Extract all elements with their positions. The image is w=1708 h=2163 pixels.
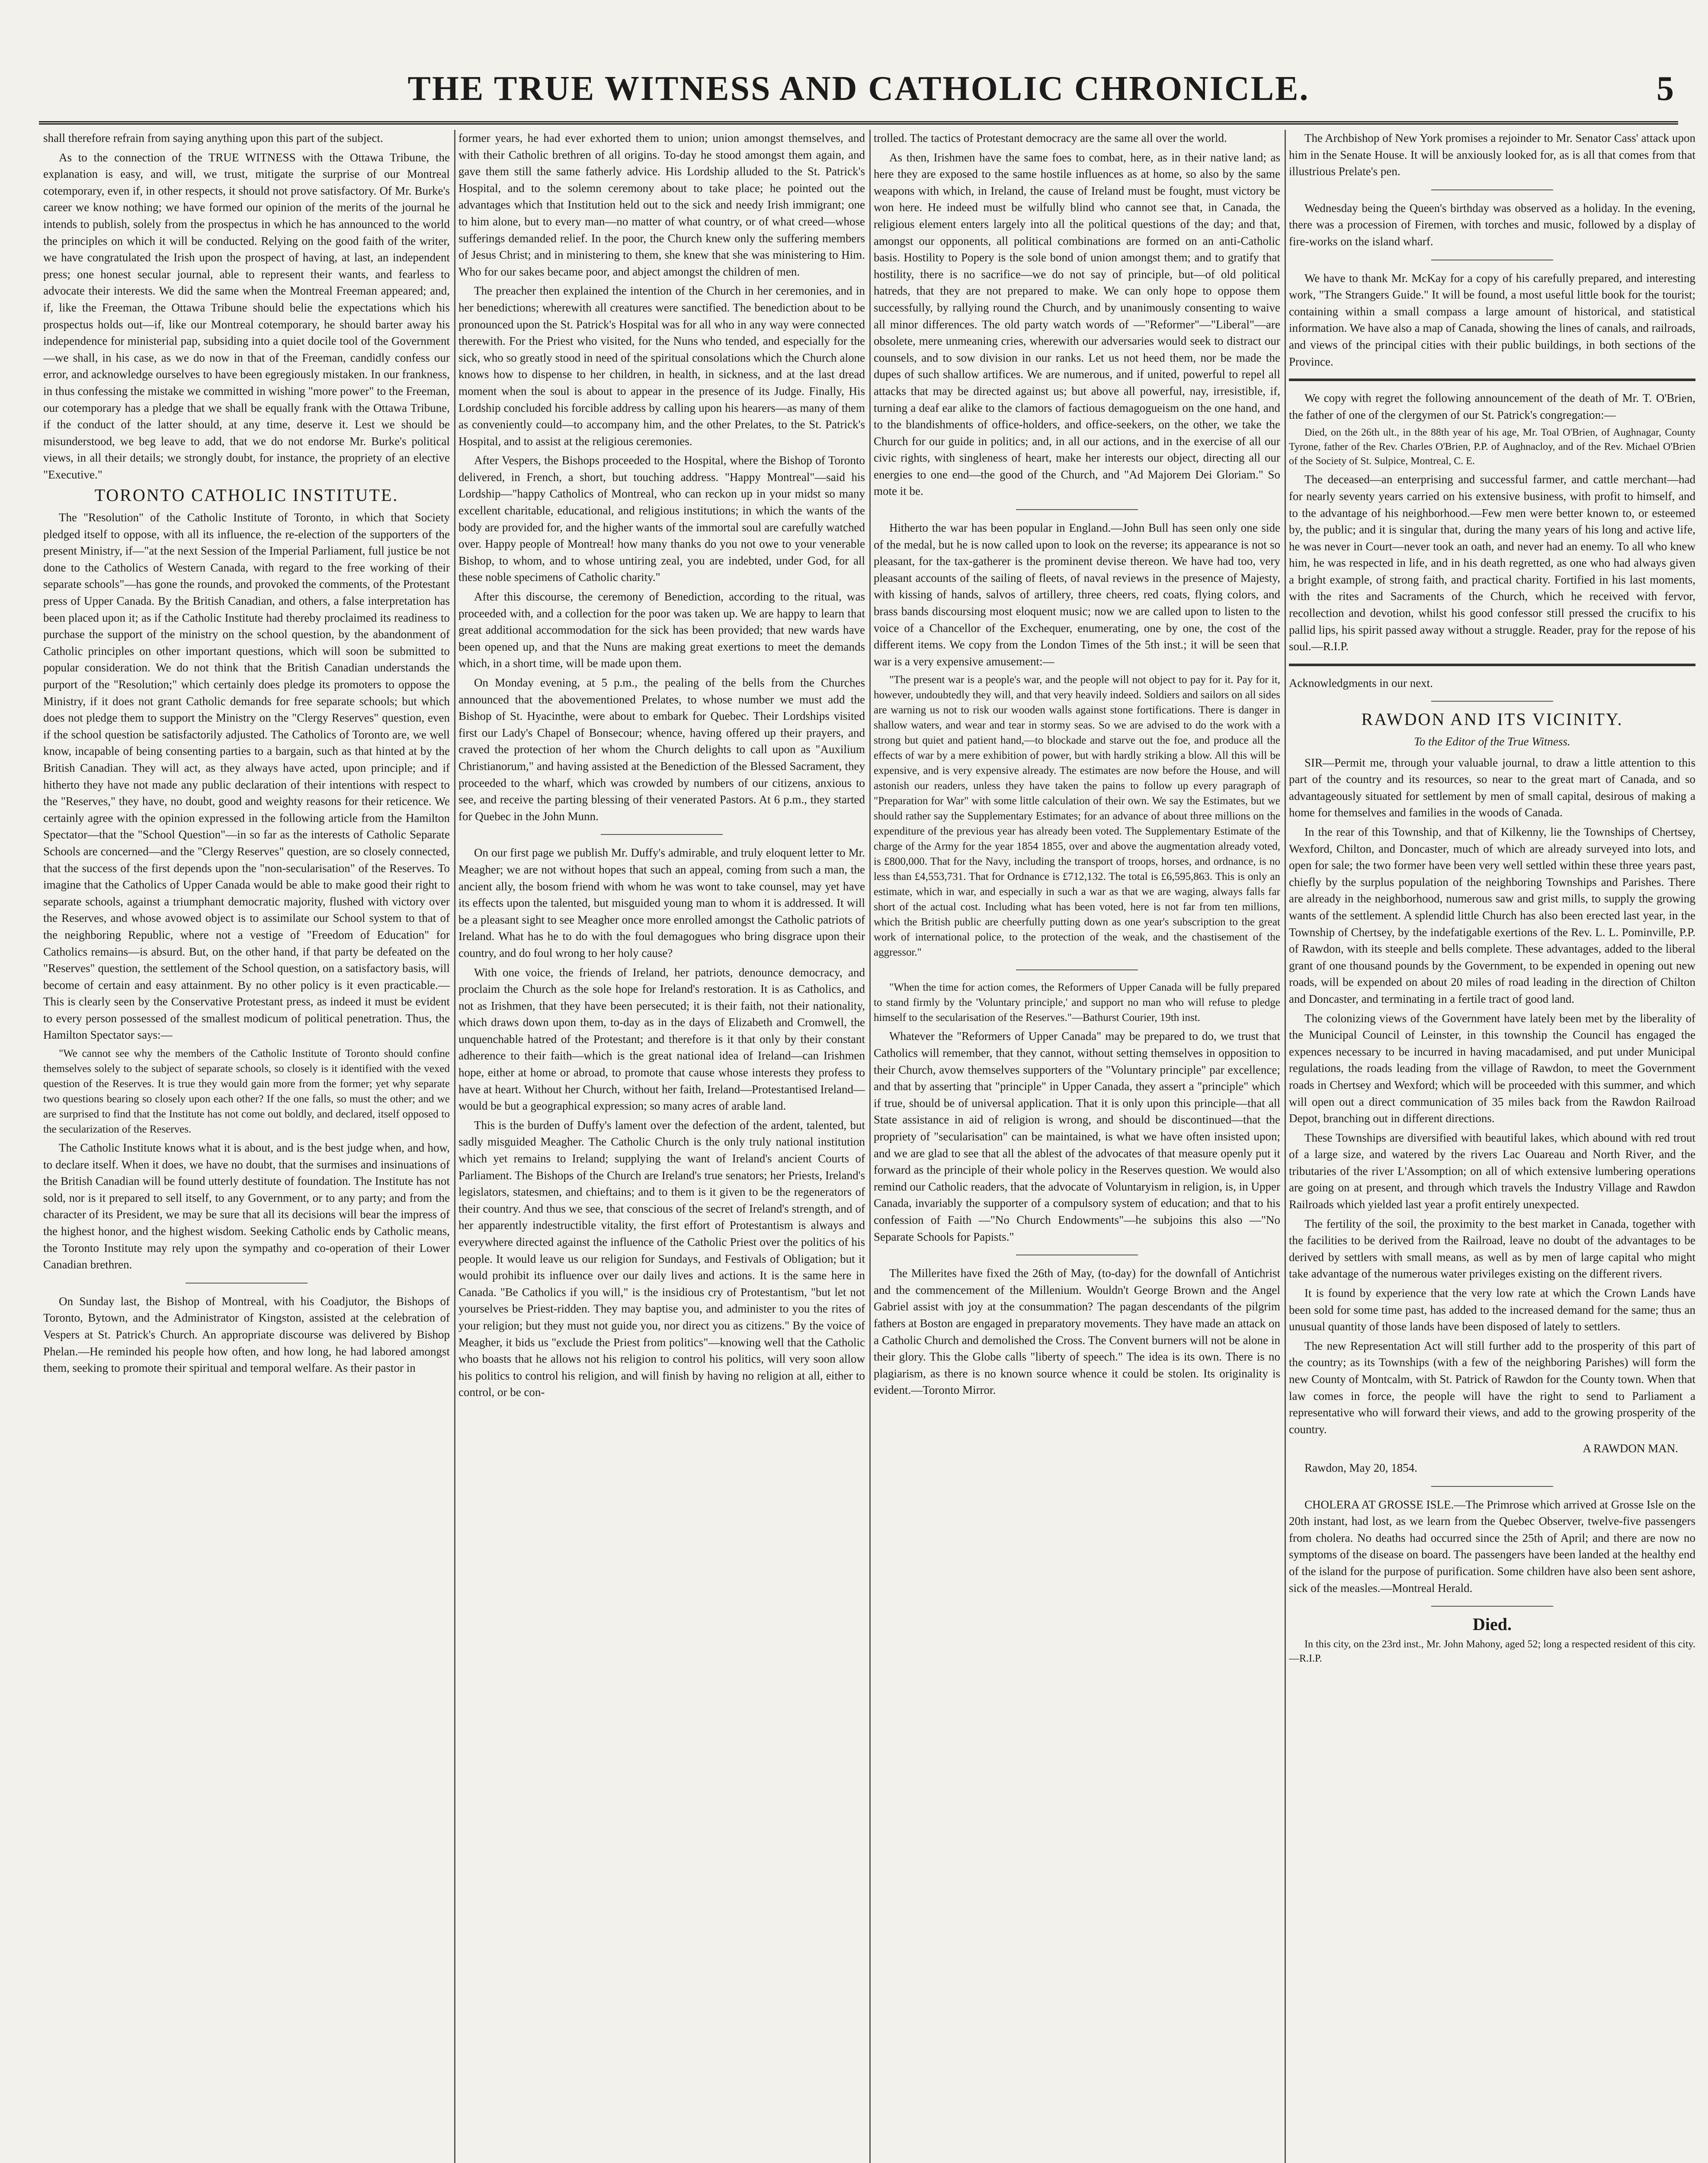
quoted-paragraph: "When the time for action comes, the Reformers of Upper Canada will be fully prepared to stand firmly by the 'Voluntary principle,' and support no man who will refuse to pledge himself to the secularisation of the Reserves."—Bathurst Courier, 19th inst. [874, 982, 1280, 1024]
masthead [39, 65, 1678, 125]
column-4 [1289, 130, 1695, 2163]
letter-salutation-heading: To the Editor of the True Witness. [1414, 735, 1570, 748]
column-rule [869, 130, 871, 2163]
letter-paragraph: It is found by experience that the very low rate at which the Crown Lands have been sold for some time past, has added to the increased demand for the same; thus an unusual quantity of those lands have been disposed of lately to settlers. [1289, 1287, 1695, 1333]
article-paragraph: With one voice, the friends of Ireland, her patriots, denounce democracy, and proclaim the Church as the sole hope for Ireland's restoration. It is as Catholics, and not as Irishmen, that they have been persecuted; it is their faith, not their nationality, which draws down upon them, to-day as in the days of Elizabeth and Cromwell, the unquenchable hatred of the Protestant; and therefore is it that only by their constant adherence to their faith—which is the great national idea of Ireland—can Irishmen hope, either at home or abroad, to promote that cause whose interests they profess to have at heart. Without her Church, without her faith, Ireland—Protestantised Ireland—would be but a geographical expression; so many acres of arable land. [458, 966, 865, 1113]
death-notice: In this city, on the 23rd inst., Mr. John Mahony, aged 52; long a respected resident of this city.—R.I.P. [1289, 1638, 1695, 1664]
letter-signature: A RAWDON MAN. [1583, 1442, 1678, 1455]
column-1 [43, 130, 450, 2163]
letter-paragraph: The fertility of the soil, the proximity to the best market in Canada, together with the facilities to be derived from the Railroad, leave no doubt of the advantages to be derived by settlers with small means, as well as by men of large capital who might take advantage of the numerous water privileges existing on the different rivers. [1289, 1217, 1695, 1280]
article-paragraph: Whatever the "Reformers of Upper Canada" may be prepared to do, we trust that Catholics will remember, that they cannot, without setting themselves in opposition to their Church, avow themselves supporters of the "Voluntary principle" par excellence; and that by asserting that "principle" in Upper Canada, they assert a "principle" which if true, should be of universal application. That it is only upon this principle—that all State assistance in aid of religion is wrong, and should be discontinued—that the propriety of "secularisation" can be maintained, is what we have often insisted upon; and we are glad to see that all the ablest of the advocates of that measure openly put it forward as the principle of their whole policy in the Reserves question. We would also remind our Catholic readers, that the advocate of Voluntaryism in religion, is, in Upper Canada, invariably the supporter of a compulsory system of education; and that to his confession of Faith —"No Church Endowments"—he subjoins this also —"No Separate Schools for Papists." [874, 1030, 1280, 1243]
separator [1431, 189, 1553, 190]
separator [1016, 969, 1138, 970]
separator [1289, 379, 1695, 381]
letter-paragraph: The colonizing views of the Government have lately been met by the liberality of the Municipal Council of Leinster, in this township the Council has engaged the expences necessary to be incurred in having macadamised, and put under Municipal regulations, the roads leading from the village of Rawdon, to meet the Government roads in Chertsey and Wexford; which will be proceeded with this summer, and which will open out a direct communication of 35 miles back from the Rawdon Railroad Depot, branching out in different directions. [1289, 1011, 1695, 1125]
article-paragraph: Wednesday being the Queen's birthday was observed as a holiday. In the evening, there was a procession of Firemen, with torches and music, followed by a display of fire-works on the island wharf. [1289, 201, 1695, 248]
separator [1431, 701, 1553, 702]
article-paragraph: The Millerites have fixed the 26th of May, (to-day) for the downfall of Antichrist and the commencement of the Millenium. Wouldn't George Brown and the Angel Gabriel assist with joy at the consummation? The pagan descendants of the pilgrim fathers at Boston are engaged in preparatory movements. They have made an attack on a Catholic Church and demolished the Cross. The Convent burners will not be alone in their glory. This the Globe calls "liberty of speech." The idea is its own. There is no plagiarism, as there is no known source whence it could be stolen. Its originality is evident.—Toronto Mirror. [874, 1267, 1280, 1397]
separator [1016, 509, 1138, 510]
article-paragraph: The Catholic Institute knows what it is about, and is the best judge when, and how, to declare itself. When it does, we have no doubt, that the surmises and insinuations of the British Canadian will be found utterly destitute of foundation. The Institute has not sold, nor is it prepared to sell itself, to any Government, or to any party; and from the character of its President, we may be sure that all its decisions will bear the impress of the highest honor, and the highest wisdom. Seeking Catholic ends by Catholic means, the Toronto Institute may rely upon the sympathy and co-operation of their Lower Canadian brethren. [43, 1141, 450, 1271]
article-paragraph: former years, he had ever exhorted them to union; union amongst themselves, and with their Catholic brethren of all origins. To-day he stood amongst them again, and gave them still the same fatherly advice. His Lordship alluded to the St. Patrick's Hospital, and to the solemn ceremony about to take place; he pointed out the advantages which that Institution held out to the sick and needy Irish immigrant; one to him alone, but to every man—no matter of what country, or of what creed—whose sufferings demanded relief. In the poor, the Church knew only the suffering members of Jesus Christ; and in ministering to them, she knew that she was ministering to Him. Who for our sakes became poor, and abject amongst the children of men. [458, 132, 865, 278]
quoted-paragraph: "The present war is a people's war, and the people will not object to pay for it. Pay for it, however, undoubtedly they will, and that very heavily indeed. Soldiers and sailors on all sides are warning us not to risk our wooden walls against stone fortifications. There is danger in shallow waters, and wear and tear in stormy seas. So we are advised to do the work with a strong but quiet and patient hand,—to blockade and starve out the foe, and produce all the effects of war by a mere exhibition of power, but with hardly striking a blow. All this will be expensive, and is very expensive already. The estimates are now before the House, and will astonish our readers, unless they have taken the pains to follow up every paragraph of "Preparation for War" with some little calculation of their own. We say the Estimates, but we should rather say the Supplementary Estimates; for an advance of about three millions on the expenditure of the previous year has already been voted. The Supplementary Estimate of the charge of the Army for the year 1854 1855, over and above the augmentation already voted, is £800,000. That for the Navy, including the transport of troops, horses, and ordnance, is no less than £4,553,731. That for Ordnance is £712,132. The total is £6,595,863. This is only an estimate, which in war, and especially in such a war as that we are waging, always falls far short of the actual cost. Including what has been voted, here is not far from ten millions, which the British public are cheerfully putting down as one year's subscription to the great work of international police, to the protection of the weak, and the chastisement of the aggressor." [874, 674, 1280, 959]
article-paragraph: We have to thank Mr. McKay for a copy of his carefully prepared, and interesting work, "The Strangers Guide." It will be found, a most useful little book for the tourist; containing within a small compass a large amount of historical, and statistical information. We have also a map of Canada, showing the lines of canals, and railroads, and views of the principal cities with their public buildings, in both sections of the Province. [1289, 271, 1695, 368]
article-paragraph: CHOLERA AT GROSSE ISLE.—The Primrose which arrived at Grosse Isle on the 20th instant, had lost, as we learn from the Quebec Observer, twelve-five passengers from cholera. No deaths had occurred since the 25th of April; and there are now no symptoms of the disease on board. The passengers have been landed at the healthy end of the island for the purpose of purification. Some children have also been sent ashore, sick of the measles.—Montreal Herald. [1289, 1498, 1695, 1595]
section-heading: TORONTO CATHOLIC INSTITUTE. [94, 485, 399, 505]
article-paragraph: Hitherto the war has been popular in England.—John Bull has seen only one side of the medal, but he is now called upon to look on the reverse; its appearance is not so pleasant, for the tax-gatherer is the prominent devise thereon. We have had too, very pleasant accounts of the sailing of fleets, of naval reviews in the presence of Majesty, with kissing of hands, salvos of artillery, three cheers, red coats, flying colors, and brass bands discoursing most eloquent music; now we are called upon to listen to the voice of a Chancellor of the Exchequer, enumerating, one by one, the cost of the different items. We copy from the London Times of the 5th inst.; it will be seen that war is a very expensive amusement:— [874, 521, 1280, 668]
article-paragraph: On Monday evening, at 5 p.m., the pealing of the bells from the Churches announced that the abovementioned Prelates, to whose number we must add the Bishop of St. Hyacinthe, were about to embark for Quebec. Their Lordships visited first our Lady's Chapel of Bonsecour; whence, having offered up their prayers, and craved the protection of her whom the Church delights to call upon as "Auxilium Christianorum," and having assisted at the Benediction of the Blessed Sacrament, they proceeded to the wharf, which was crowded by numbers of our citizens, anxious to see, and receive the parting blessing of their venerated Pastors. At 6 p.m., they started for Quebec in the John Munn. [458, 676, 865, 823]
acknowledgments-note: Acknowledgments in our next. [1289, 676, 1433, 690]
separator [1289, 664, 1695, 666]
letter-paragraph: In the rear of this Township, and that of Kilkenny, lie the Townships of Chertsey, Wexford, Chilton, and Doncaster, much of which are already surveyed into lots, and open for sale; the two former have been very well settled within these three years past, chiefly by the surplus population of the neighboring Townships and Parishes. There are already in the neighborhood, numerous saw and grist mills, to supply the growing wants of the settlement. A splendid little Church has also been erected last year, in the Township of Chertsey, by the indefatigable exertions of the Rev. L. L. Pominville, P.P. of Rawdon, with its steeple and bells complete. These advantages, added to the liberal grant of one thousand pounds by the Government, to be expended in opening out new roads, will be expended on about 20 miles of road leading in the direction of Chilton and Doncaster, and terminating in a fertile tract of good land. [1289, 825, 1695, 1005]
article-paragraph: As to the connection of the TRUE WITNESS with the Ottawa Tribune, the explanation is easy, and will, we trust, mitigate the surprise of our Montreal cotemporary, even if, in other respects, it should not prove satisfactory. Of Mr. Burke's career we know nothing; we have formed our opinion of the merits of the journal he intends to publish, solely from the prospectus in which he has announced to the world the principles on which it will be conducted. Relying on the good faith of the writer, we have congratulated the Irish upon the prospect of having, at last, an independent press; one honest secular journal, able to represent their wants, and fearless to advocate their interests. We did the same when the Montreal Freeman appeared; and, if, like the Freeman, the Ottawa Tribune should belie the expectations which his prospectus holds out—if, like our Montreal cotemporary, he should barter away his independence for ministerial pap, subsiding into a quiet docile tool of the Government—we shall, in his case, as we do now in that of the Freeman, candidly confess our error, and acknowledge ourselves to have been egregiously mistaken. In our frankness, in thus confessing the mistake we committed in wishing "more power" to the Freeman, our cotemporary has a pledge that we shall be equally frank with the Ottawa Tribune, if the conduct of the latter should, at any time, deserve it. Lest we should be misunderstood, we beg leave to add, that we do not endorse Mr. Burke's political views, in all their details; we strongly doubt, for instance, the propriety of an elective "Executive." [43, 151, 450, 481]
newspaper-title: THE TRUE WITNESS AND CATHOLIC CHRONICLE. [407, 70, 1310, 108]
page-number: 5 [1657, 70, 1674, 108]
article-paragraph: This is the burden of Duffy's lament over the defection of the ardent, talented, but sadly misguided Meagher. The Catholic Church is the only truly national institution which yet remains to Ireland; supplying the want of Ireland's ancient Courts of Parliament. The Bishops of the Church are Ireland's true senators; her Priests, Ireland's legislators, statesmen, and chieftains; and to them is it given to be the regenerators of their country. And thus we see, that conscious of the secret of Ireland's strength, and of her apparently indestructible vitality, the first effort of Protestantism is always and everywhere directed against the influence of the Catholic Priest over the politics of his people. It would leave us our religion for Sundays, and Festivals of Obligation; but it would prohibit its influence over our daily lives and actions. It is the same here in Canada. "Be Catholics if you will," is the insidious cry of Protestantism, "but let not yourselves be Priest-ridden. They may baptise you, and administer to you the rites of your religion; but they must not guide you, nor direct you as citizens." By the voice of Meagher, it bids us "exclude the Priest from politics"—knowing well that the Catholic who boasts that he allows not his religion to control his politics, will very soon allow his politics to control his religion, and will finish by having no religion at all, either to control, or be con- [458, 1118, 865, 1399]
column-2 [458, 130, 865, 2163]
article-paragraph: shall therefore refrain from saying anything upon this part of the subject. [43, 132, 383, 144]
article-paragraph: The deceased—an enterprising and successful farmer, and cattle merchant—had for nearly seventy years carried on his extensive business, with profit to himself, and to the advantage of his neighborhood.—Few men were better known to, or esteemed by, the public; and it is singular that, during the many years of his long and active life, he was never in Court—never took an oath, and never had an enemy. To all who knew him, he was respected in life, and in his death regretted, as one who had always given a bright example, of strong faith, and practical charity. Fortified in his last moments, with the rites and Sacraments of the Church, which he received with fervor, recollection and devotion, whilst his good confessor still pressed the crucifix to his pallid lips, his spirit passed away without a struggle. Reader, pray for the repose of his soul.—R.I.P. [1289, 473, 1695, 653]
letter-paragraph: These Townships are diversified with beautiful lakes, which abound with red trout of a large size, and watered by the rivers Lac Ouareau and North River, and the tributaries of the river L'Assomption; on all of which extensive lumbering operations are going on at present, and through which travels the Industry Village and Rawdon Railroads which yielded last year a profit entirely unexpected. [1289, 1131, 1695, 1211]
letter-paragraph: SIR—Permit me, through your valuable journal, to draw a little attention to this part of the country and its resources, so near to the great mart of Canada, and so advantageously situated for settlement by men of small capital, desirous of making a home for themselves and families in the woods of Canada. [1289, 756, 1695, 819]
separator [186, 1283, 308, 1284]
article-paragraph: The Archbishop of New York promises a rejoinder to Mr. Senator Cass' attack upon him in the Senate House. It will be anxiously looked for, as is all that comes from that illustrious Prelate's pen. [1289, 132, 1695, 178]
letter-date: Rawdon, May 20, 1854. [1304, 1461, 1417, 1474]
letter-paragraph: The new Representation Act will still further add to the prosperity of this part of the country; as its Townships (with a few of the neighboring Parishes) will form the new County of Montcalm, with St. Patrick of Rawdon for the County town. When that law comes in force, the people will have the right to send to Parliament a representative who will forward their views, and add to the growing prosperity of the country. [1289, 1339, 1695, 1436]
article-paragraph: After Vespers, the Bishops proceeded to the Hospital, where the Bishop of Toronto delivered, in French, a short, but touching address. "Happy Montreal"—said his Lordship—"happy Catholics of Montreal, who can reckon up in your midst so many excellent charitable, educational, and religious institutions; in which the wants of the body are provided for, and the higher wants of the immortal soul are carefully watched over. Happy people of Montreal! how many thanks do you not owe to your venerable Bishop, to whom, and to whose untiring zeal, you are indebted, under God, for all these noble specimens of Catholic charity." [458, 454, 865, 584]
death-notice: Died, on the 26th ult., in the 88th year of his age, Mr. Toal O'Brien, of Aughnagar, County Tyrone, father of the Rev. Charles O'Brien, P.P. of Aughnacloy, and of the Rev. Michael O'Brien of the Society of St. Sulpice, Montreal, C. E. [1289, 427, 1695, 467]
quoted-paragraph: "We cannot see why the members of the Catholic Institute of Toronto should confine themselves solely to the subject of separate schools, so closely is it identified with the vexed question of the Reserves. It is true they would gain more from the former; yet why separate two questions bearing so closely upon each other? If the one falls, so must the other; and we are surprised to find that the Institute has not come out boldly, and declared, itself opposed to the secularization of the Reserves. [43, 1048, 450, 1136]
separator [1431, 1486, 1553, 1487]
section-heading: RAWDON AND ITS VICINITY. [1361, 709, 1623, 729]
article-paragraph: We copy with regret the following announcement of the death of Mr. T. O'Brien, the father of one of the clergymen of our St. Patrick's congregation:— [1289, 392, 1695, 421]
died-heading: Died. [1473, 1614, 1512, 1634]
column-rule [1285, 130, 1286, 2163]
column-rule [454, 130, 455, 2163]
article-paragraph: After this discourse, the ceremony of Benediction, according to the ritual, was proceeded with, and a collection for the poor was taken up. We are happy to learn that great additional accommodation for the sick has been provided; that new wards have been opened up, and that the Nuns are making great exertions to meet the demands which, in a short time, will be made upon them. [458, 590, 865, 670]
article-paragraph: The preacher then explained the intention of the Church in her ceremonies, and in her benedictions; wherewith all creatures were sanctified. The benediction about to be pronounced upon the St. Patrick's Hospital was for all who in any way were connected therewith. For the Priest who visited, for the Nuns who tended, and especially for the sick, who so greatly stood in need of the spiritual consolations which the Church alone knows how to dispense to her children, in health, in sickness, and at the last dread moment when the soul is about to appear in the presence of its Judge. Finally, His Lordship concluded his forcible address by calling upon his hearers—as many of them as conveniently could—to accompany him, and the other Prelates, to the St. Patrick's Hospital, and to assist at the religious ceremonies. [458, 284, 865, 448]
article-paragraph: As then, Irishmen have the same foes to combat, here, as in their native land; as here they are exposed to the same hostile influences as at home, so also by the same weapons with which, in Ireland, the cause of Ireland must be fought, must victory be won here. He indeed must be wilfully blind who cannot see that, in Canada, the religious element enters largely into all the political questions of the day; and that, amongst our opponents, all political combinations are formed on an anti-Catholic basis. Hostility to Popery is the sole bond of union amongst them; and to gratify that hostility, there is no sacrifice—we do not say of principle, but—of old political hatreds, that they are not prepared to make. We can only hope to oppose them successfully, by rallying round the Church, and by unanimously consenting to waive all minor differences. The old party watch words of —"Reformer"—"Liberal"—are obsolete, mere unmeaning cries, wherewith our adversaries would seek to distract our counsels, and to sow division in our ranks. Let us not heed them, nor be made the dupes of such shallow artifices. We are numerous, and if united, powerful to repel all attacks that may be directed against us; but above all powerful, nay, irresistible, if, turning a deaf ear alike to the clamors of factious demagogueism on the one hand, and to the blandishments of office-holders, and office-seekers, on the other, we take the Church for our guide in politics; and, in all our actions, and in the exercise of all our civic rights, with singleness of heart, make her interests our object, directing all our energies to one end—the good of the Church, and "Ad Majorem Dei Gloriam." So mote it be. [874, 151, 1280, 498]
separator [601, 834, 723, 835]
article-paragraph: On Sunday last, the Bishop of Montreal, with his Coadjutor, the Bishops of Toronto, Bytown, and the Administrator of Kingston, assisted at the celebration of Vespers at St. Patrick's Church. An appropriate discourse was delivered by Bishop Phelan.—He reminded his people how often, and how long, he had labored amongst them, seeking to promote their spiritual and temporal welfare. As their pastor in [43, 1294, 450, 1375]
article-paragraph: On our first page we publish Mr. Duffy's admirable, and truly eloquent letter to Mr. Meagher; we are not without hopes that such an appeal, coming from such a man, the ancient ally, the bosom friend with whom he was wont to take counsel, may yet have its effects upon the talented, but misguided young man to whom it is addressed. It will be a pleasant sight to see Meagher once more enrolled amongst the Catholic patriots of Ireland. What has he to do with the foul demagogues who bring disgrace upon their country, and do foul wrong to her holy cause? [458, 846, 865, 960]
column-3 [874, 130, 1280, 2163]
separator [1431, 1606, 1553, 1607]
article-paragraph: The "Resolution" of the Catholic Institute of Toronto, in which that Society pledged itself to oppose, with all its influence, the re-election of the supporters of the present Ministry, if—"at the next Session of the Imperial Parliament, full justice be not done to the Catholics of Western Canada, with regard to the free working of their separate schools"—has gone the rounds, and provoked the comments, of the Protestant press of Upper Canada. By the British Canadian, and others, a false interpretation has been placed upon it; as if the Catholic Institute had thereby proclaimed its readiness to purchase the support of the ministry on the school question, by the abandonment of Catholic principles on other important questions, which will soon be submitted to popular consideration. We do not think that the British Canadian understands the purport of the "Resolution;" which certainly does pledge its promoters to oppose the Ministry, if it does not grant Catholic demands for free separate schools; but which does not pledge them to support the Ministry on the "Clergy Reserves" question, even if the school question be satisfactorily adjusted. The Catholics of Toronto are, we well know, incapable of being consenting parties to a bargain, such as that hinted at by the British Canadian. They will act, as they always have acted, upon principle; and if hitherto they have not made any public declaration of their intentions with respect to the "Reserves," they have, no doubt, good and weighty reasons for their reticence. We certainly agree with the opinion expressed in the following article from the Hamilton Spectator—that the "School Question"—in so far as the interests of Catholic Separate Schools are concerned—and the "Clergy Reserves" question, are so closely connected, that the success of the first depends upon the "non-secularisation" of the Reserves. To imagine that the Catholics of Upper Canada would be able to make good their right to separate schools, against a triumphant democratic majority, flushed with victory over the Reserves, and whose avowed object is to assimilate our School system to that of the neighboring Republic, where not a vestige of "Freedom of Education" for Catholics remains—is absurd. But, on the other hand, if that party be defeated on the "Reserves" question, the settlement of the School question, on a satisfactory basis, will become of certain and easy attainment. By no other policy is it even practicable.—This is clearly seen by the Conservative Protestant press, as indeed it must be evident to every person possessed of the smallest modicum of political penetration. Thus, the Hamilton Spectator says:— [43, 511, 450, 1042]
article-paragraph: trolled. The tactics of Protestant democracy are the same all over the world. [874, 132, 1227, 144]
